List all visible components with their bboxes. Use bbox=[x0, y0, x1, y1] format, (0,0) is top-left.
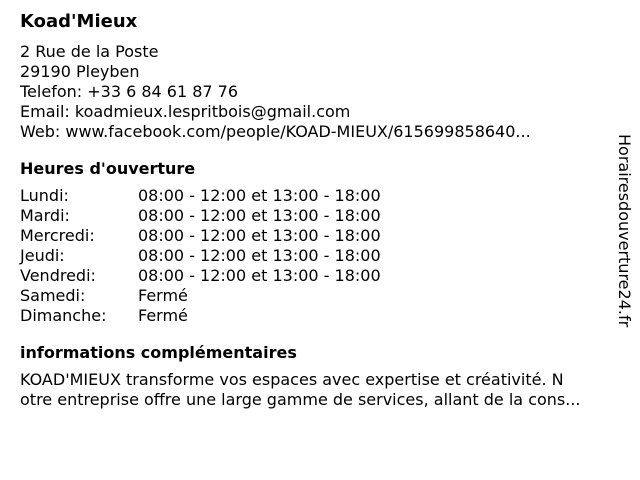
business-card bbox=[20, 10, 620, 410]
hours-day-label: Mercredi: bbox=[20, 226, 95, 245]
address-line-2: 29190 Pleyben bbox=[20, 62, 140, 81]
opening-hours-table bbox=[20, 186, 620, 326]
hours-day-label: Jeudi: bbox=[20, 246, 65, 265]
hours-row-saturday bbox=[20, 286, 620, 306]
email-address[interactable]: Email: koadmieux.lespritbois@gmail.com bbox=[20, 102, 351, 121]
hours-row-wednesday bbox=[20, 226, 620, 246]
hours-day-label: Mardi: bbox=[20, 206, 70, 225]
hours-row-sunday bbox=[20, 306, 620, 326]
hours-value: 08:00 - 12:00 et 13:00 - 18:00 bbox=[138, 246, 381, 265]
description-line: otre entreprise offre une large gamme de services, allant de la cons... bbox=[20, 390, 581, 409]
hours-value: Fermé bbox=[138, 306, 188, 325]
hours-value: 08:00 - 12:00 et 13:00 - 18:00 bbox=[138, 266, 381, 285]
hours-day-label: Dimanche: bbox=[20, 306, 107, 325]
business-name: Koad'Mieux bbox=[20, 11, 138, 32]
website-link[interactable]: Web: www.facebook.com/people/KOAD-MIEUX/615699858640... bbox=[20, 122, 531, 141]
description-line: KOAD'MIEUX transforme vos espaces avec expertise et créativité. N bbox=[20, 370, 564, 389]
hours-value: Fermé bbox=[138, 286, 188, 305]
phone-number[interactable]: Telefon: +33 6 84 61 87 76 bbox=[20, 82, 239, 101]
hours-value: 08:00 - 12:00 et 13:00 - 18:00 bbox=[138, 186, 381, 205]
hours-row-monday bbox=[20, 186, 620, 206]
hours-day-label: Vendredi: bbox=[20, 266, 96, 285]
hours-day-label: Lundi: bbox=[20, 186, 69, 205]
hours-row-tuesday bbox=[20, 206, 620, 226]
site-watermark: Horairesdouverture24.fr bbox=[615, 134, 634, 328]
additional-info-heading: informations complémentaires bbox=[20, 343, 297, 362]
address-line-1: 2 Rue de la Poste bbox=[20, 42, 159, 61]
hours-value: 08:00 - 12:00 et 13:00 - 18:00 bbox=[138, 226, 381, 245]
hours-day-label: Samedi: bbox=[20, 286, 86, 305]
hours-value: 08:00 - 12:00 et 13:00 - 18:00 bbox=[138, 206, 381, 225]
opening-hours-heading: Heures d'ouverture bbox=[20, 159, 196, 178]
hours-row-friday bbox=[20, 266, 620, 286]
hours-row-thursday bbox=[20, 246, 620, 266]
business-description bbox=[20, 370, 620, 410]
